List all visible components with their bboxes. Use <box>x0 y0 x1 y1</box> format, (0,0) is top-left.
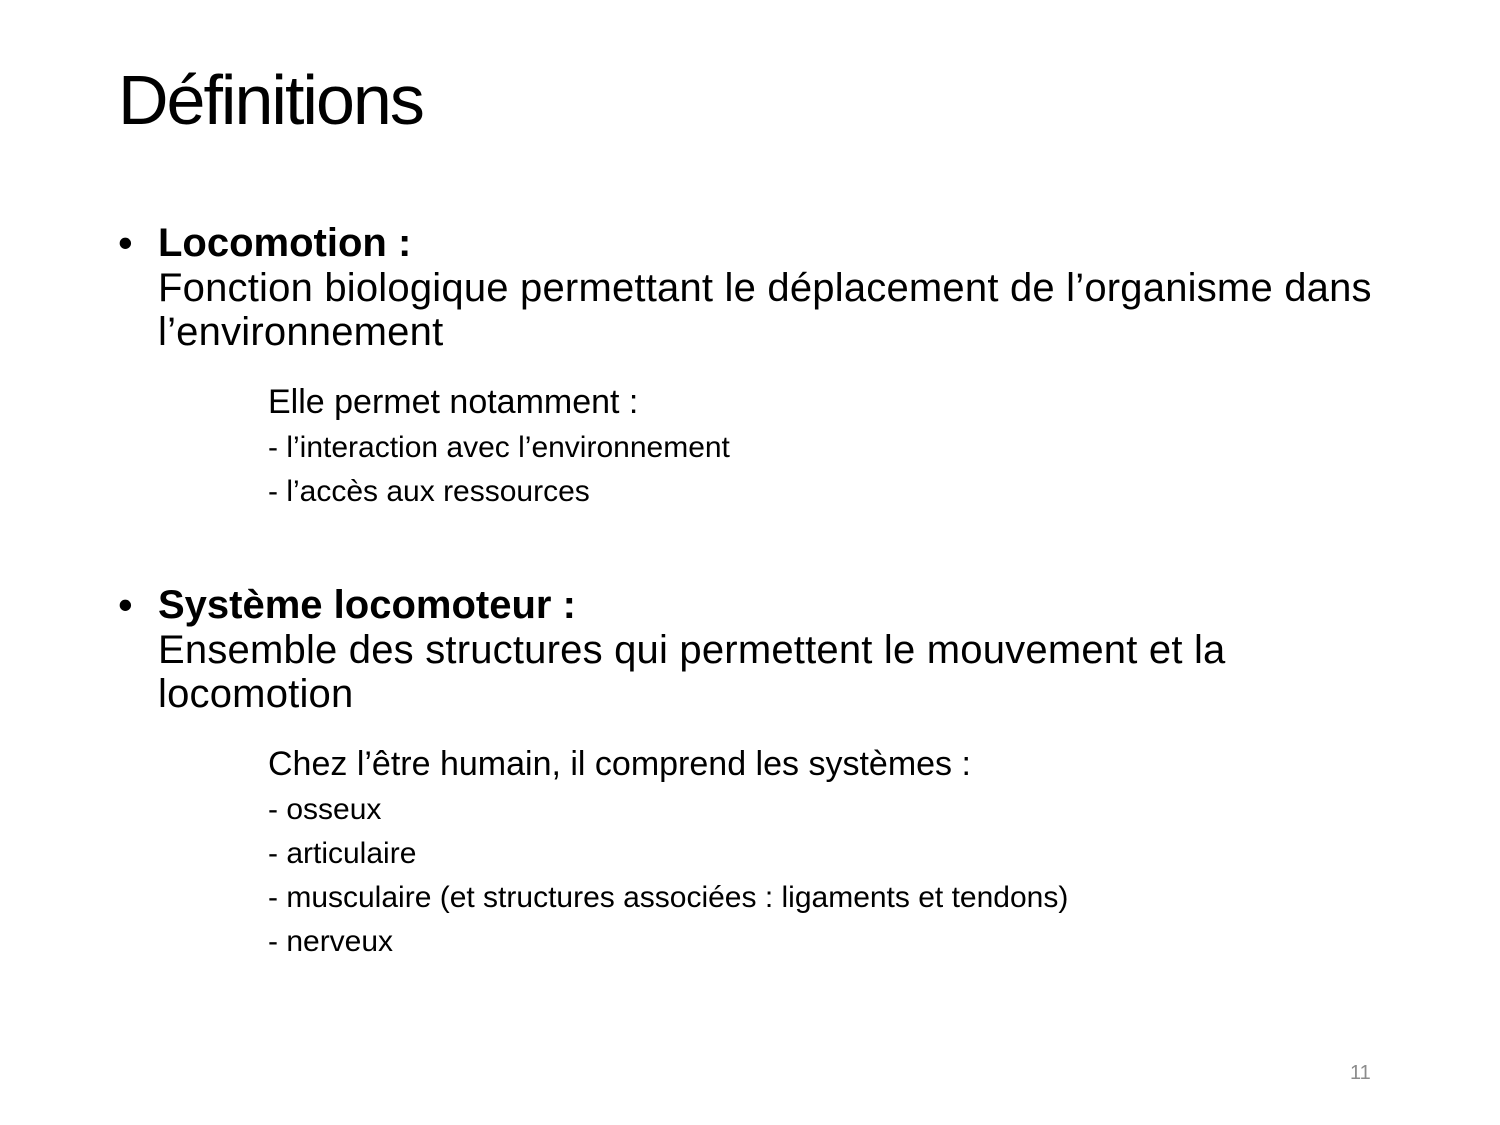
sub-heading: Elle permet notamment : <box>268 383 639 421</box>
sub-list-item: - l’accès aux ressources <box>268 475 590 508</box>
slide-title: Définitions <box>118 61 423 139</box>
sub-list-item: - musculaire (et structures associées : ligaments et tendons) <box>268 881 1069 914</box>
term-label: Locomotion : <box>158 221 412 265</box>
sub-list-item: - osseux <box>268 793 382 826</box>
sub-list-item: - l’interaction avec l’environnement <box>268 431 730 464</box>
sub-list <box>268 788 1418 964</box>
bullet-icon: • <box>118 219 133 266</box>
sub-list <box>268 426 1418 514</box>
bullet-icon: • <box>118 581 133 628</box>
sub-heading: Chez l’être humain, il comprend les systèmes : <box>268 745 971 783</box>
definition-text: Ensemble des structures qui permettent le mouvement et la locomotion <box>158 628 1226 716</box>
definition-locomotion <box>118 220 1418 514</box>
definition-text: Fonction biologique permettant le déplacement de l’organisme dans l’environnement <box>158 266 1372 354</box>
definition-systeme-locomoteur <box>118 582 1418 964</box>
sub-list-item: - articulaire <box>268 837 417 870</box>
sub-list-item: - nerveux <box>268 925 394 958</box>
page-number: 11 <box>1350 1062 1371 1084</box>
term-label: Système locomoteur : <box>158 583 576 627</box>
